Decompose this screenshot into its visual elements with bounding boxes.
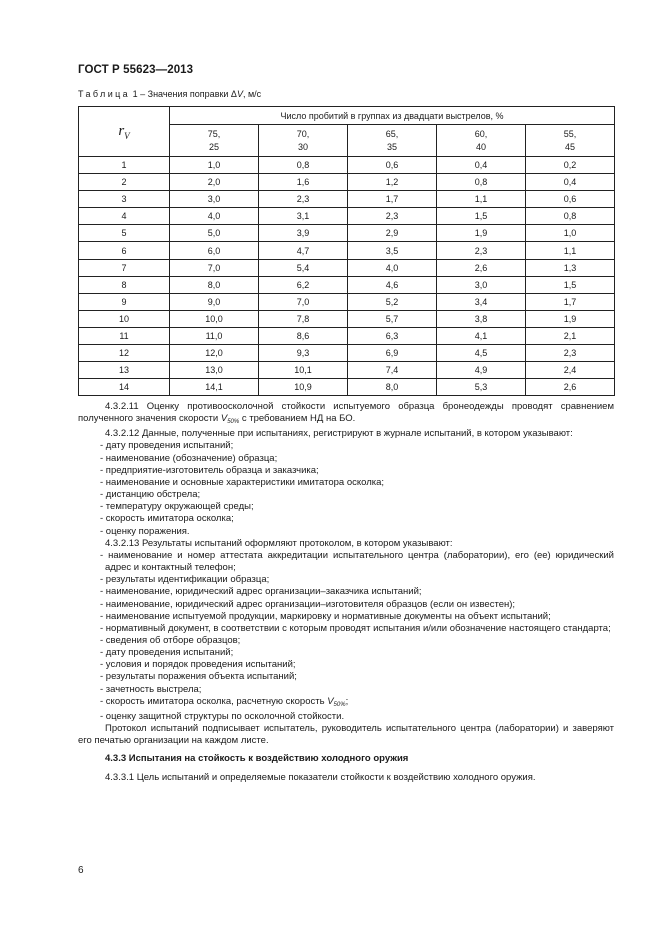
table-cell: 1,5 <box>437 208 526 225</box>
table-cell: 1,7 <box>526 293 615 310</box>
list-item: - скорость имитатора осколка, расчетную скорость $V_{50\%}$; <box>100 695 349 708</box>
table-cell: 2,4 <box>526 362 615 379</box>
table-cell: 1,9 <box>437 225 526 242</box>
table-cell: 3,5 <box>348 242 437 259</box>
list-item: - сведения об отборе образцов; <box>100 634 241 646</box>
list-item: - дату проведения испытаний; <box>100 440 234 452</box>
list-item: - нормативный документ, в соответствии с которым проводят испытания и/или обозначение настоящего стандарта; <box>100 622 611 634</box>
row-index-cell: 4 <box>79 208 170 225</box>
list-item: - результаты идентификации образца; <box>100 574 270 586</box>
row-index-cell: 6 <box>79 242 170 259</box>
table-cell: 13,0 <box>170 362 259 379</box>
table-cell: 2,3 <box>348 208 437 225</box>
row-index-cell: 9 <box>79 293 170 310</box>
table-cell: 2,6 <box>526 379 615 396</box>
table-row <box>79 242 615 259</box>
table-cell: 5,7 <box>348 310 437 327</box>
row-index-cell: 14 <box>79 379 170 396</box>
column-header: 55, 45 <box>526 125 615 157</box>
table-cell: 1,2 <box>348 174 437 191</box>
row-index-cell: 10 <box>79 310 170 327</box>
page-number: 6 <box>78 865 84 876</box>
section-heading: 4.3.3 Испытания на стойкость к воздействию холодного оружия <box>105 753 409 765</box>
table-cell: 2,1 <box>526 327 615 344</box>
body-text <box>78 401 614 784</box>
table-cell: 5,3 <box>437 379 526 396</box>
list-item: - условия и порядок проведения испытаний; <box>100 659 296 671</box>
table-cell: 3,9 <box>259 225 348 242</box>
table-cell: 6,3 <box>348 327 437 344</box>
protocol-list <box>78 550 614 696</box>
row-index-cell: 7 <box>79 259 170 276</box>
table-cell: 6,9 <box>348 345 437 362</box>
table-cell: 10,1 <box>259 362 348 379</box>
table-cell: 3,0 <box>170 191 259 208</box>
paragraph-4-3-2-11: 4.3.2.11 Оценку противоосколочной стойкости испытуемого образца бронеодежды проводят сравнением полученного значения скорости $V_{50\%}$ с требованием НД на БО. <box>78 401 614 426</box>
table-cell: 10,0 <box>170 310 259 327</box>
list-item: - оценку поражения. <box>100 525 190 537</box>
table-cell: 6,2 <box>259 276 348 293</box>
table-cell: 12,0 <box>170 345 259 362</box>
table-cell: 0,8 <box>526 208 615 225</box>
row-index-cell: 8 <box>79 276 170 293</box>
rv-header: $r_V$ <box>79 107 170 157</box>
table-row <box>79 225 615 242</box>
table-cell: 7,8 <box>259 310 348 327</box>
table-cell: 9,0 <box>170 293 259 310</box>
table-cell: 1,1 <box>526 242 615 259</box>
column-header: 70, 30 <box>259 125 348 157</box>
list-item: - наименование, юридический адрес организации–изготовителя образцов (если он известен); <box>100 598 516 610</box>
table-cell: 2,6 <box>437 259 526 276</box>
table-row <box>79 191 615 208</box>
table-cell: 5,4 <box>259 259 348 276</box>
table-cell: 3,8 <box>437 310 526 327</box>
table-cell: 4,7 <box>259 242 348 259</box>
row-index-cell: 3 <box>79 191 170 208</box>
table-cell: 0,6 <box>526 191 615 208</box>
table-row <box>79 276 615 293</box>
caption-label: Таблица <box>78 89 131 99</box>
table-row <box>79 208 615 225</box>
table-caption <box>78 89 261 99</box>
row-index-cell: 12 <box>79 345 170 362</box>
table-cell: 4,5 <box>437 345 526 362</box>
column-header: 60, 40 <box>437 125 526 157</box>
caption-number: 1 <box>132 89 138 99</box>
column-header: 75, 25 <box>170 125 259 157</box>
table-cell: 4,0 <box>348 259 437 276</box>
table-cell: 3,0 <box>437 276 526 293</box>
table-cell: 1,6 <box>259 174 348 191</box>
table-cell: 1,7 <box>348 191 437 208</box>
list-item: - результаты поражения объекта испытаний; <box>100 671 297 683</box>
list-item: - зачетность выстрела; <box>100 683 202 695</box>
journal-list <box>78 440 614 537</box>
paragraph-4-3-2-13: 4.3.2.13 Результаты испытаний оформляют протоколом, в котором указывают: <box>105 537 453 549</box>
table-cell: 8,0 <box>348 379 437 396</box>
table-cell: 0,8 <box>437 174 526 191</box>
table-cell: 5,2 <box>348 293 437 310</box>
table-cell: 4,1 <box>437 327 526 344</box>
list-item: - наименование (обозначение) образца; <box>100 452 278 464</box>
row-index-cell: 5 <box>79 225 170 242</box>
list-item: - дату проведения испытаний; <box>100 647 234 659</box>
table-row <box>79 259 615 276</box>
table-cell: 5,0 <box>170 225 259 242</box>
caption-unit: , м/с <box>242 89 262 99</box>
table-cell: 1,1 <box>437 191 526 208</box>
list-item: - предприятие-изготовитель образца и заказчика; <box>100 464 319 476</box>
table-cell: 2,3 <box>526 345 615 362</box>
group-header: Число пробитий в группах из двадцати выстрелов, % <box>170 107 615 125</box>
table-cell: 1,0 <box>526 225 615 242</box>
table-cell: 4,9 <box>437 362 526 379</box>
paragraph-4-3-3-1: 4.3.3.1 Цель испытаний и определяемые показатели стойкости к воздействию холодного оружия. <box>105 771 536 783</box>
list-item: - наименование и номер аттестата аккредитации испытательного центра (лаборатории), его (ее) юридический адрес и контактный телефон; <box>100 549 614 574</box>
list-item: - наименование и основные характеристики имитатора осколка; <box>100 476 385 488</box>
table-cell: 9,3 <box>259 345 348 362</box>
table-cell: 7,0 <box>259 293 348 310</box>
table-cell: 1,5 <box>526 276 615 293</box>
table-cell: 2,3 <box>259 191 348 208</box>
table-row <box>79 157 615 174</box>
table-cell: 8,0 <box>170 276 259 293</box>
table-cell: 7,0 <box>170 259 259 276</box>
correction-table <box>78 106 615 396</box>
table-row <box>79 327 615 344</box>
table-cell: 4,0 <box>170 208 259 225</box>
list-item: - скорость имитатора осколка; <box>100 513 234 525</box>
column-header: 65, 35 <box>348 125 437 157</box>
row-index-cell: 13 <box>79 362 170 379</box>
table-cell: 11,0 <box>170 327 259 344</box>
table-cell: 7,4 <box>348 362 437 379</box>
table-cell: 4,6 <box>348 276 437 293</box>
table-cell: 1,3 <box>526 259 615 276</box>
document-header: ГОСТ Р 55623—2013 <box>78 64 194 76</box>
table-row <box>79 379 615 396</box>
row-index-cell: 11 <box>79 327 170 344</box>
table-cell: 3,1 <box>259 208 348 225</box>
table-row <box>79 174 615 191</box>
table-cell: 14,1 <box>170 379 259 396</box>
table-row <box>79 345 615 362</box>
table-cell: 0,2 <box>526 157 615 174</box>
paragraph-protocol-signing: Протокол испытаний подписывает испытатель, руководитель испытательного центра (лаборатории) и заверяют его печатью организации на каждом листе. <box>78 723 614 747</box>
caption-var: V <box>236 89 243 99</box>
table-cell: 1,9 <box>526 310 615 327</box>
table-cell: 10,9 <box>259 379 348 396</box>
table-cell: 2,0 <box>170 174 259 191</box>
table-cell: 8,6 <box>259 327 348 344</box>
list-item: - дистанцию обстрела; <box>100 489 201 501</box>
row-index-cell: 2 <box>79 174 170 191</box>
caption-text: – Значения поправки Δ <box>140 89 237 99</box>
table-cell: 3,4 <box>437 293 526 310</box>
table-cell: 2,3 <box>437 242 526 259</box>
list-item: - температуру окружающей среды; <box>100 501 254 513</box>
table-cell: 0,4 <box>437 157 526 174</box>
table-cell: 0,8 <box>259 157 348 174</box>
table-row <box>79 362 615 379</box>
table-cell: 6,0 <box>170 242 259 259</box>
table-cell: 0,4 <box>526 174 615 191</box>
table-cell: 0,6 <box>348 157 437 174</box>
list-item: - наименование испытуемой продукции, маркировку и нормативные документы на объект испытаний; <box>100 610 551 622</box>
table-cell: 1,0 <box>170 157 259 174</box>
table-row <box>79 310 615 327</box>
list-item: - оценку защитной структуры по осколочной стойкости. <box>100 710 345 722</box>
table-cell: 2,9 <box>348 225 437 242</box>
table-row <box>79 293 615 310</box>
paragraph-4-3-2-12: 4.3.2.12 Данные, полученные при испытаниях, регистрируют в журнале испытаний, в котором указывают: <box>105 428 573 440</box>
list-item: - наименование, юридический адрес организации–заказчика испытаний; <box>100 586 422 598</box>
row-index-cell: 1 <box>79 157 170 174</box>
